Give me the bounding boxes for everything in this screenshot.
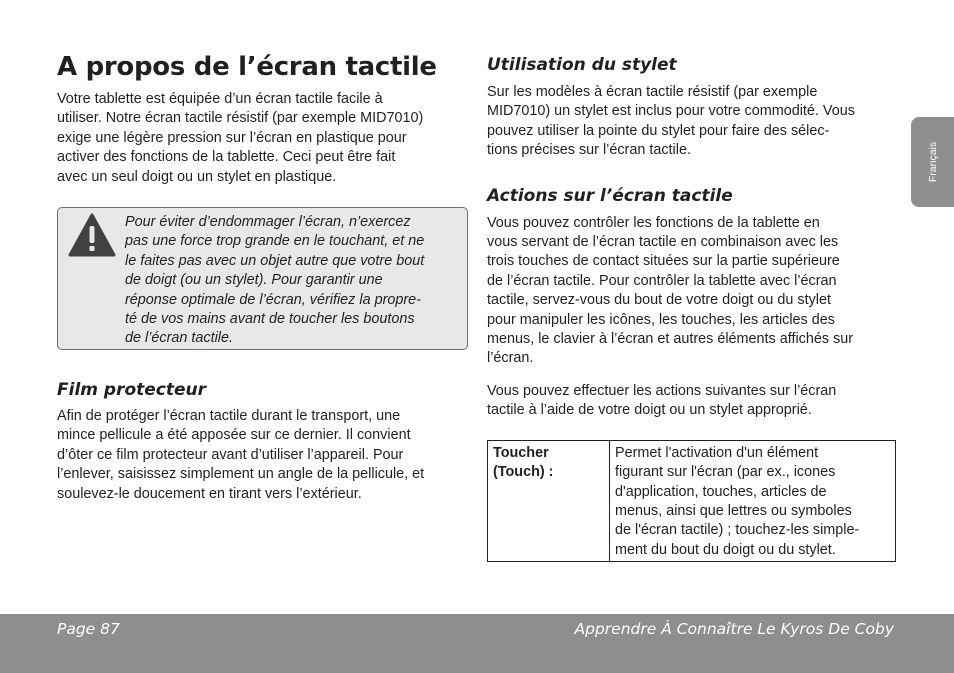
stylet-line: tions précises sur l’écran tactile. (487, 142, 691, 159)
footer-bar (0, 614, 954, 673)
book-title: Apprendre À Connaître Le Kyros De Coby (574, 620, 894, 638)
term-line: Toucher (493, 444, 549, 461)
warning-note (57, 207, 468, 350)
actions-line: trois touches de contact situées sur la partie supérieure (487, 253, 840, 270)
actions-line: tactile, servez-vous du bout de votre doigt ou du stylet (487, 292, 831, 309)
note-line: de l’écran tactile. (125, 330, 233, 347)
actions-paragraph-2 (487, 382, 897, 421)
actions-heading: Actions sur l’écran tactile (487, 185, 733, 206)
desc-line: d'application, touches, articles de (615, 483, 827, 500)
desc-line: menus, ainsi que lettres ou symboles (615, 502, 852, 519)
term-line: (Touch) : (493, 464, 554, 481)
desc-line: figurant sur l'écran (par ex., icones (615, 464, 836, 481)
actions-line: Vous pouvez contrôler les fonctions de la tablette en (487, 214, 820, 231)
film-line: l’enlever, saisissez simplement un angle de la pellicule, et (57, 466, 425, 483)
stylet-line: MID7010) un stylet est inclus pour votre commodité. Vous (487, 103, 855, 120)
note-line: pas une force trop grande en le touchant, et ne (125, 233, 425, 250)
stylet-line: pouvez utiliser la pointe du stylet pour faire des sélec- (487, 122, 830, 139)
film-line: soulevez-le doucement en tirant vers l’extérieur. (57, 485, 362, 502)
intro-paragraph (57, 90, 468, 187)
warning-text (125, 213, 457, 349)
language-label: Français (926, 141, 939, 183)
gesture-description-cell (610, 440, 896, 561)
note-line: de doigt (ou un stylet). Pour garantir une (125, 272, 383, 289)
actions-line: vous servant de l’écran tactile en combinaison avec les (487, 234, 839, 251)
desc-line: de l'écran tactile) ; touchez-les simple- (615, 522, 860, 539)
gesture-table (487, 440, 896, 562)
actions2-line: Vous pouvez effectuer les actions suivantes sur l’écran (487, 382, 837, 399)
note-line: le faites pas avec un objet autre que votre bout (125, 252, 425, 269)
stylet-line: Sur les modèles à écran tactile résistif (par exemple (487, 84, 818, 100)
film-paragraph (57, 407, 468, 504)
intro-line: Votre tablette est équipée d’un écran tactile facile à (57, 91, 383, 107)
stylet-heading: Utilisation du stylet (487, 55, 677, 75)
left-column (57, 50, 468, 504)
warning-triangle-icon (68, 213, 116, 257)
film-line: Afin de protéger l’écran tactile durant le transport, une (57, 408, 401, 425)
intro-line: utiliser. Notre écran tactile résistif (par exemple MID7010) (57, 110, 424, 127)
intro-line: avec un seul doigt ou un stylet en plastique. (57, 168, 337, 185)
gesture-term-cell (488, 440, 610, 561)
actions-line: pour manipuler les icônes, les touches, les articles des (487, 311, 835, 328)
language-tab (911, 117, 954, 207)
page-number: Page 87 (57, 620, 120, 638)
film-heading: Film protecteur (57, 380, 207, 401)
intro-line: exige une légère pression sur l’écran en plastique pour (57, 129, 407, 146)
actions2-line: tactile à l’aide de votre doigt ou un stylet approprié. (487, 402, 812, 419)
film-line: mince pellicule a été apposée sur ce dernier. Il convient (57, 427, 411, 444)
desc-line: ment du bout du doigt ou du stylet. (615, 541, 836, 558)
actions-line: menus, le clavier à l’écran et autres éléments affichés sur (487, 331, 854, 348)
intro-line: activer des fonctions de la tablette. Ceci peut être fait (57, 149, 396, 166)
actions-paragraph (487, 214, 897, 369)
actions-line: de l’écran tactile. Pour contrôler la tablette avec l’écran (487, 272, 837, 289)
actions-line: l’écran. (487, 350, 534, 367)
table-row (488, 440, 896, 561)
note-line: réponse optimale de l’écran, vérifiez la propre- (125, 291, 421, 308)
film-line: d’ôter ce film protecteur avant d’utiliser l’appareil. Pour (57, 446, 404, 463)
right-column (487, 54, 897, 562)
page-title: A propos de l’écran tactile (57, 52, 437, 82)
note-line: Pour éviter d’endommager l’écran, n’exercez (125, 214, 411, 231)
note-line: té de vos mains avant de toucher les boutons (125, 311, 415, 328)
desc-line: Permet l'activation d'un élément (615, 444, 819, 461)
stylet-paragraph (487, 83, 897, 161)
